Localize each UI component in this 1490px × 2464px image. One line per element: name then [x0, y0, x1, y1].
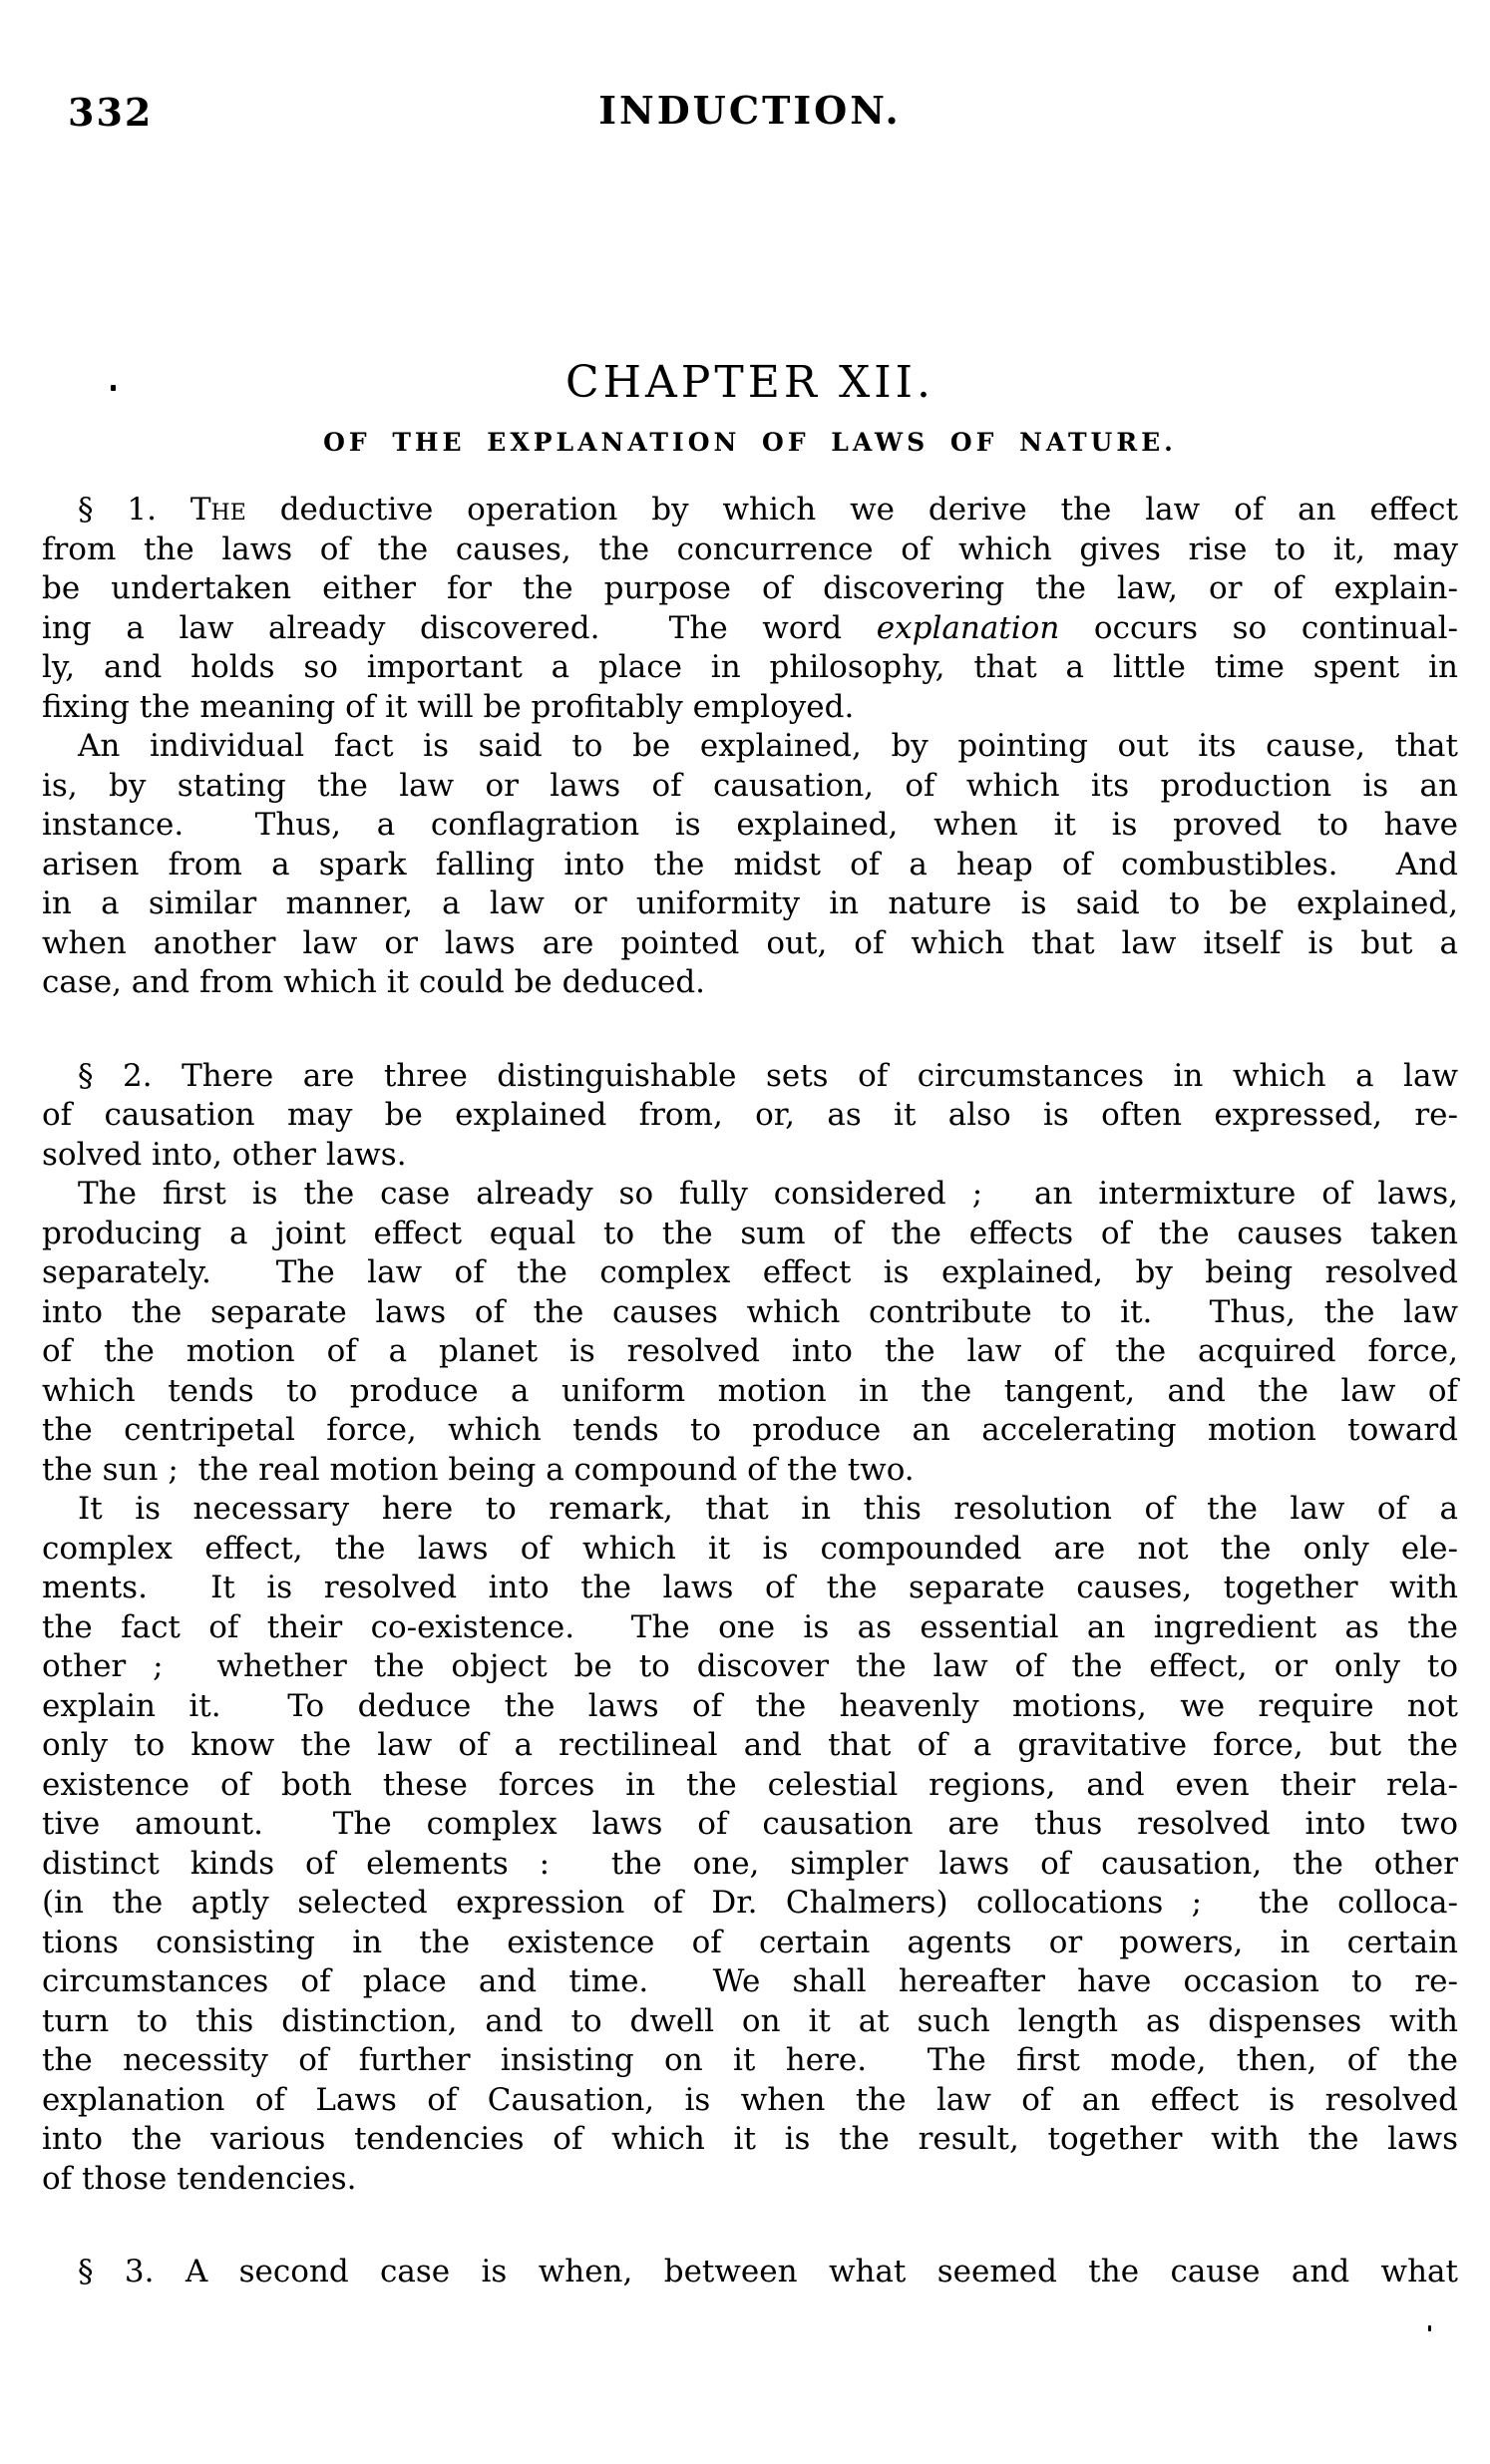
- text-line: turn to this distinction, and to dwell on it at such length as dispenses with: [42, 2002, 1458, 2039]
- text-line: § 3. A second case is when, between what seemed the cause and what: [78, 2254, 1458, 2289]
- text-line: tive amount. The complex laws of causation are thus resolved into two: [42, 1806, 1458, 1842]
- text-line: of causation may be explained from, or, as it also is often expressed, re-: [42, 1097, 1458, 1133]
- paragraph-individual-fact: [42, 727, 1458, 1003]
- text-line: circumstances of place and time. We shall hereafter have occasion to re-: [42, 1963, 1458, 1999]
- text-line: be undertaken either for the purpose of discovering the law, or of explain-: [42, 570, 1458, 606]
- text-line: the fact of their co-existence. The one is as essential an ingredient as the: [42, 1608, 1458, 1645]
- text-line: instance. Thus, a conflagration is explained, when it is proved to have: [42, 807, 1458, 843]
- running-title: INDUCTION.: [598, 88, 902, 133]
- text-line: solved into, other laws.: [42, 1136, 407, 1173]
- text-line: ly, and holds so important a place in philosophy, that a little time spent in: [42, 649, 1458, 685]
- text-line: producing a joint effect equal to the sum of the effects of the causes taken: [42, 1215, 1458, 1251]
- text-line: when another law or laws are pointed out, of which that law itself is but a: [42, 924, 1458, 961]
- text-line: the necessity of further insisting on it here. The first mode, then, of the: [42, 2042, 1458, 2078]
- running-head: [42, 88, 1458, 136]
- paragraph-resolution-remark: [42, 1490, 1458, 2199]
- text-line: An individual fact is said to be explained, by pointing out its cause, that: [78, 728, 1458, 764]
- text-line: into the separate laws of the causes which contribute to it. Thus, the law: [42, 1293, 1458, 1330]
- text-line: arisen from a spark falling into the midst of a heap of combustibles. And: [42, 846, 1458, 882]
- text-line: which tends to produce a uniform motion in the tangent, and the law of: [42, 1372, 1458, 1409]
- text-line: existence of both these forces in the celestial regions, and even their rela-: [42, 1766, 1458, 1803]
- page-number: 332: [68, 90, 154, 135]
- text-line: complex effect, the laws of which it is compounded are not the only ele-: [42, 1530, 1458, 1567]
- text-line: the centripetal force, which tends to produce an accelerating motion toward: [42, 1412, 1458, 1448]
- text-line: explain it. To deduce the laws of the heavenly motions, we require not: [42, 1687, 1458, 1724]
- text-line: from the laws of the causes, the concurrence of which gives rise to it, may: [42, 530, 1458, 567]
- paragraph-first-case: [42, 1175, 1458, 1490]
- text-line: is, by stating the law or laws of causation, of which its production is an: [42, 767, 1458, 804]
- text-line: tions consisting in the existence of certain agents or powers, in certain: [42, 1924, 1458, 1960]
- text-line: separately. The law of the complex effect is explained, by being resolved: [42, 1254, 1458, 1290]
- text-line: The first is the case already so fully considered ; an intermixture of laws,: [78, 1176, 1458, 1212]
- text-line: explanation of Laws of Causation, is when the law of an effect is resolved: [42, 2081, 1458, 2118]
- chapter-subtitle: OF THE EXPLANATION OF LAWS OF NATURE.: [323, 428, 1177, 457]
- text-line: ing a law already discovered. The word explanation occurs so continual-: [42, 609, 1458, 646]
- chapter-title: CHAPTER XII.: [564, 357, 935, 408]
- text-line: case, and from which it could be deduced.: [42, 964, 706, 1000]
- text-line: only to know the law of a rectilineal and that of a gravitative force, but the: [42, 1727, 1458, 1763]
- section-1-paragraph: [42, 491, 1458, 727]
- text-line: (in the aptly selected expression of Dr. Chalmers) collocations ; the colloca-: [42, 1885, 1458, 1921]
- section-2-paragraph: [42, 1057, 1458, 1176]
- text-line: fixing the meaning of it will be profitably employed.: [42, 688, 855, 725]
- text-line: of those tendencies.: [42, 2160, 357, 2197]
- text-line: ments. It is resolved into the laws of the separate causes, together with: [42, 1570, 1458, 1605]
- text-line: the sun ; the real motion being a compound of the two.: [42, 1451, 915, 1488]
- page-body: [42, 491, 1458, 2292]
- text-line: § 2. There are three distinguishable sets of circumstances in which a law: [78, 1057, 1458, 1094]
- scan-speck: [1428, 2325, 1431, 2331]
- text-line: into the various tendencies of which it is the result, together with the laws: [42, 2121, 1458, 2157]
- text-line: distinct kinds of elements : the one, simpler laws of causation, the other: [42, 1845, 1458, 1882]
- text-line: in a similar manner, a law or uniformity in nature is said to be explained,: [42, 885, 1458, 921]
- section-3-paragraph: [42, 2253, 1458, 2292]
- text-line: of the motion of a planet is resolved into the law of the acquired force,: [42, 1333, 1458, 1369]
- text-line: It is necessary here to remark, that in this resolution of the law of a: [78, 1491, 1458, 1527]
- chapter-heading: [42, 357, 1458, 457]
- text-line: other ; whether the object be to discover the law of the effect, or only to: [42, 1648, 1458, 1684]
- text-line: § 1. The deductive operation by which we derive the law of an effect: [78, 492, 1458, 528]
